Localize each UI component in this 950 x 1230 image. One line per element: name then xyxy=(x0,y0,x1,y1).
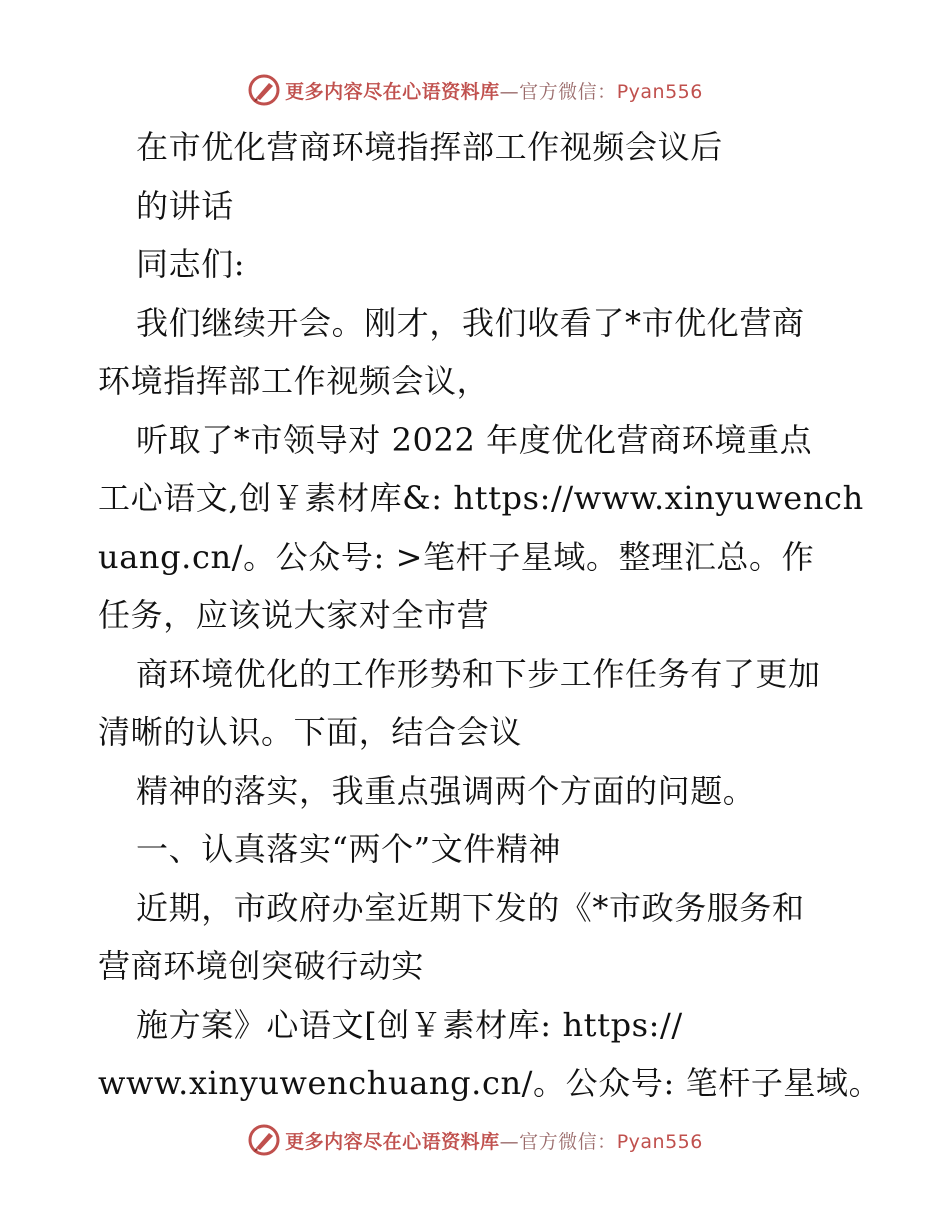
text-line: 精神的落实，我重点强调两个方面的问题。 xyxy=(136,771,756,810)
text-line: www.xinyuwenchuang.cn/。公众号: 笔杆子星域。 xyxy=(98,1064,882,1102)
text-line: 清晰的认识。下面，结合会议 xyxy=(98,713,522,751)
document-body xyxy=(98,118,882,1113)
pen-logo-icon xyxy=(247,1123,281,1157)
banner-official-label: 官方微信： xyxy=(519,1130,617,1153)
banner-main-text: 更多内容尽在心语资料库 xyxy=(285,1130,500,1153)
banner-handle: Pyan556 xyxy=(616,1130,703,1153)
banner-text xyxy=(285,1127,703,1154)
text-line: 我们继续开会。刚才，我们收看了*市优化营商 xyxy=(136,303,805,342)
banner-text xyxy=(285,77,703,104)
banner-main-text: 更多内容尽在心语资料库 xyxy=(285,80,500,103)
text-line: uang.cn/。公众号: >笔杆子星域。整理汇总。作 xyxy=(98,537,815,576)
text-line: 施方案》心语文[创￥素材库: https:// xyxy=(136,1005,683,1044)
banner-dash: — xyxy=(499,1130,520,1153)
pen-logo-icon xyxy=(247,73,281,107)
text-line: 同志们: xyxy=(136,245,246,283)
banner-official-label: 官方微信： xyxy=(519,80,617,103)
text-line: 环境指挥部工作视频会议， xyxy=(98,362,490,400)
text-line: 近期，市政府办室近期下发的《*市政务服务和 xyxy=(136,888,805,927)
text-line: 一、认真落实“两个”文件精神 xyxy=(136,830,562,868)
text-line: 商环境优化的工作形势和下步工作任务有了更加 xyxy=(136,654,821,693)
text-line: 任务，应该说大家对全市营 xyxy=(98,596,490,634)
text-line: 的讲话 xyxy=(136,186,234,225)
banner-handle: Pyan556 xyxy=(616,80,703,103)
text-line: 听取了*市领导对 2022 年度优化营商环境重点 xyxy=(136,420,813,459)
footer-banner xyxy=(0,1120,950,1160)
banner-dash: — xyxy=(499,80,520,103)
text-line: 营商环境创突破行动实 xyxy=(98,947,425,985)
header-banner xyxy=(0,70,950,110)
text-line: 在市优化营商环境指挥部工作视频会议后 xyxy=(136,128,723,166)
text-line: 工心语文,创￥素材库&: https://www.xinyuwench xyxy=(98,479,864,517)
